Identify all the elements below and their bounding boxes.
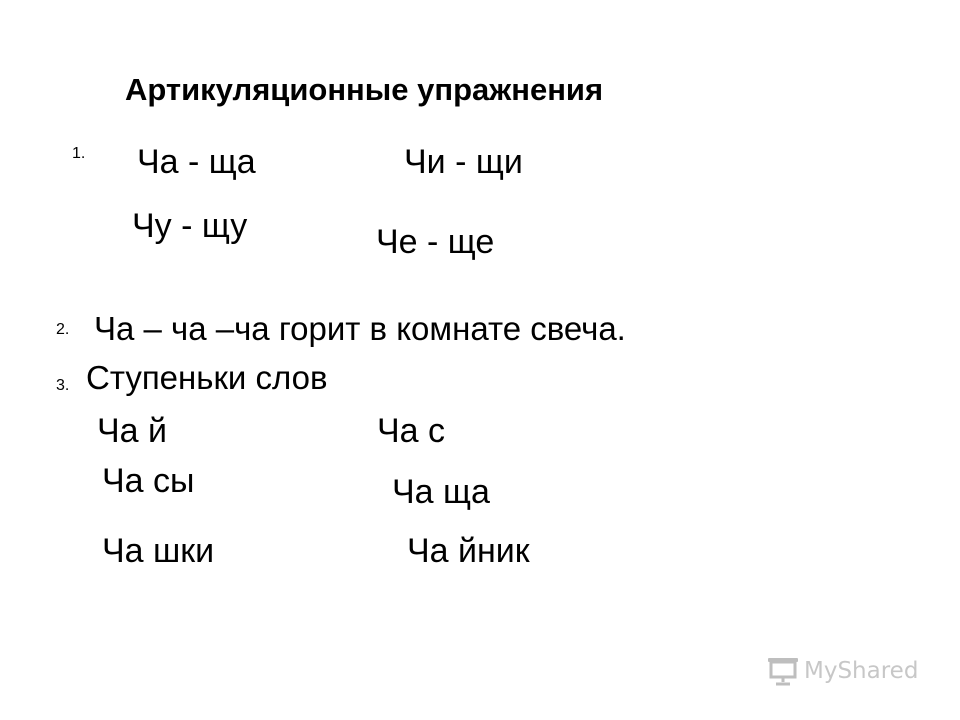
word-step-chas: Ча с — [377, 412, 446, 450]
syllable-pair-che-shche: Че - ще — [376, 223, 495, 261]
page-title: Артикуляционные упражнения — [125, 72, 604, 107]
word-step-chashcha: Ча ща — [392, 473, 490, 511]
word-step-chasy: Ча сы — [102, 462, 195, 500]
word-step-chainik: Ча йник — [407, 532, 530, 570]
section-1-number: 1. — [72, 145, 86, 162]
watermark-text: MyShared — [804, 657, 919, 684]
syllable-pair-chi-shchi: Чи - щи — [404, 143, 523, 181]
section-2-number: 2. — [56, 321, 70, 338]
syllable-pair-chu-shchu: Чу - щу — [132, 207, 248, 245]
word-step-chai: Ча й — [97, 412, 168, 450]
section-3-number: 3. — [56, 377, 70, 394]
projector-screen-icon — [766, 656, 800, 686]
watermark — [766, 656, 918, 686]
word-steps-heading: Ступеньки слов — [86, 359, 328, 396]
syllable-pair-cha-shcha: Ча - ща — [137, 143, 256, 181]
word-step-chashki: Ча шки — [102, 532, 215, 570]
tongue-twister-sentence: Ча – ча –ча горит в комнате свеча. — [94, 310, 626, 347]
